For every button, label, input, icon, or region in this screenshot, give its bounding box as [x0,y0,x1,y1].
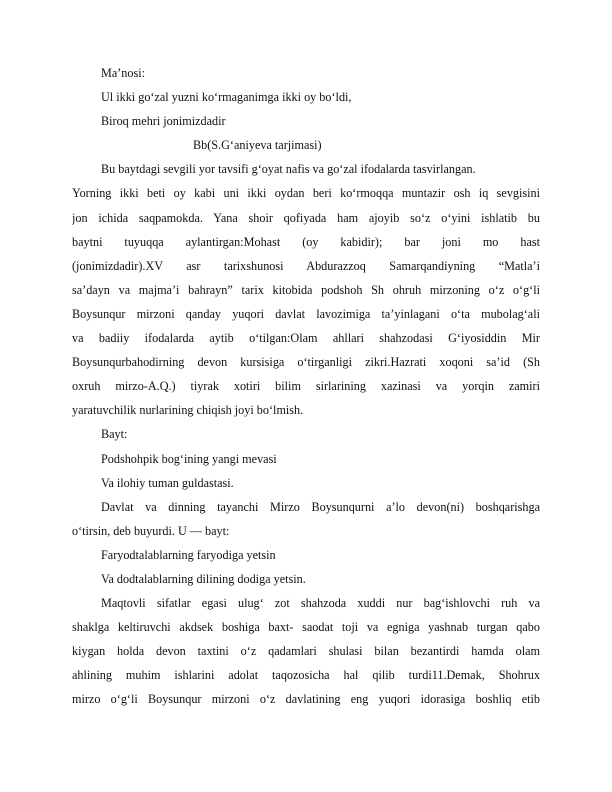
verse-line: Biroq mehri jonimizdadir [101,114,226,129]
heading-bayt: Bayt: [101,427,128,442]
paragraph-line: Maqtovli sifatlar egasi ulug‘ zot shahzoda xuddi nur bag‘ishlovchi ruh va [101,596,540,611]
translation-credit: Bb(S.G‘aniyeva tarjimasi) [193,138,322,153]
verse-line: Ul ikki go‘zal yuzni ko‘rmaganimga ikki oy bo‘ldi, [101,90,352,105]
paragraph-line: yaratuvchilik nurlarining chiqish joyi bo‘lmish. [72,403,304,418]
paragraph-line: mirzo o‘g‘li Boysunqur mirzoni o‘z davlatining eng yuqori idorasiga boshliq etib [72,692,540,707]
paragraph-line: baytni tuyuqqa aylantirgan:Mohast (oy kabidir); bar joni mo hast [72,234,540,249]
paragraph-line: shaklga keltiruvchi akdsek boshiga baxt- saodat toji va egniga yashnab turgan qabo [72,620,540,635]
verse-line: Podshohpik bog‘ining yangi mevasi [101,451,277,466]
text-column [72,61,540,712]
verse-line: Va dodtalablarning dilining dodiga yetsin. [101,571,306,586]
paragraph-line: Davlat va dinning tayanchi Mirzo Boysunqurni a’lo devon(ni) boshqarishga [101,499,540,514]
paragraph-line: Boysunqurbahodirning devon kursisiga o‘tirganligi zikri.Hazrati xoqoni sa’id (Sh [72,355,540,370]
paragraph-line: jon ichida saqpamokda. Yana shoir qofiyada ham ajoyib so‘z o‘yini ishlatib bu [72,210,540,225]
verse-line: Va ilohiy tuman guldastasi. [101,475,234,490]
paragraph-line: oxruh mirzo-A.Q.) tiyrak xotiri bilim sirlarining xazinasi va yorqin zamiri [72,379,540,394]
paragraph-line: Bu baytdagi sevgili yor tavsifi g‘oyat nafis va go‘zal ifodalarda tasvirlangan. [101,162,476,177]
heading-manosi: Ma’nosi: [101,66,146,80]
verse-line: Faryodtalablarning faryodiga yetsin [101,547,276,562]
paragraph-line: o‘tirsin, deb buyurdi. U — bayt: [72,523,230,538]
paragraph-line: (jonimizdadir).XV asr tarixshunosi Abdurazzoq Samarqandiyning “Matla’i [72,258,540,273]
paragraph-line: sa’dayn va majma’i bahrayn” tarix kitobida podshoh Sh ohruh mirzoning o‘z o‘g‘li [72,282,540,297]
paragraph-line: Boysunqur mirzoni qanday yuqori davlat lavozimiga ta’yinlagani o‘ta mubolag‘ali [72,306,540,321]
paragraph-line: va badiiy ifodalarda aytib o‘tilgan:Olam ahllari shahzodasi G‘iyosiddin Mir [72,331,540,346]
paragraph-line: kiygan holda devon taxtini o‘z qadamlari shulasi bilan bezantirdi hamda olam [72,644,540,659]
paragraph-line: Yorning ikki beti oy kabi uni ikki oydan beri ko‘rmoqqa muntazir osh iq sevgisini [72,186,540,201]
paragraph-line: ahlining muhim ishlarini adolat taqozosicha hal qilib turdi11.Demak, Shohrux [72,668,540,683]
